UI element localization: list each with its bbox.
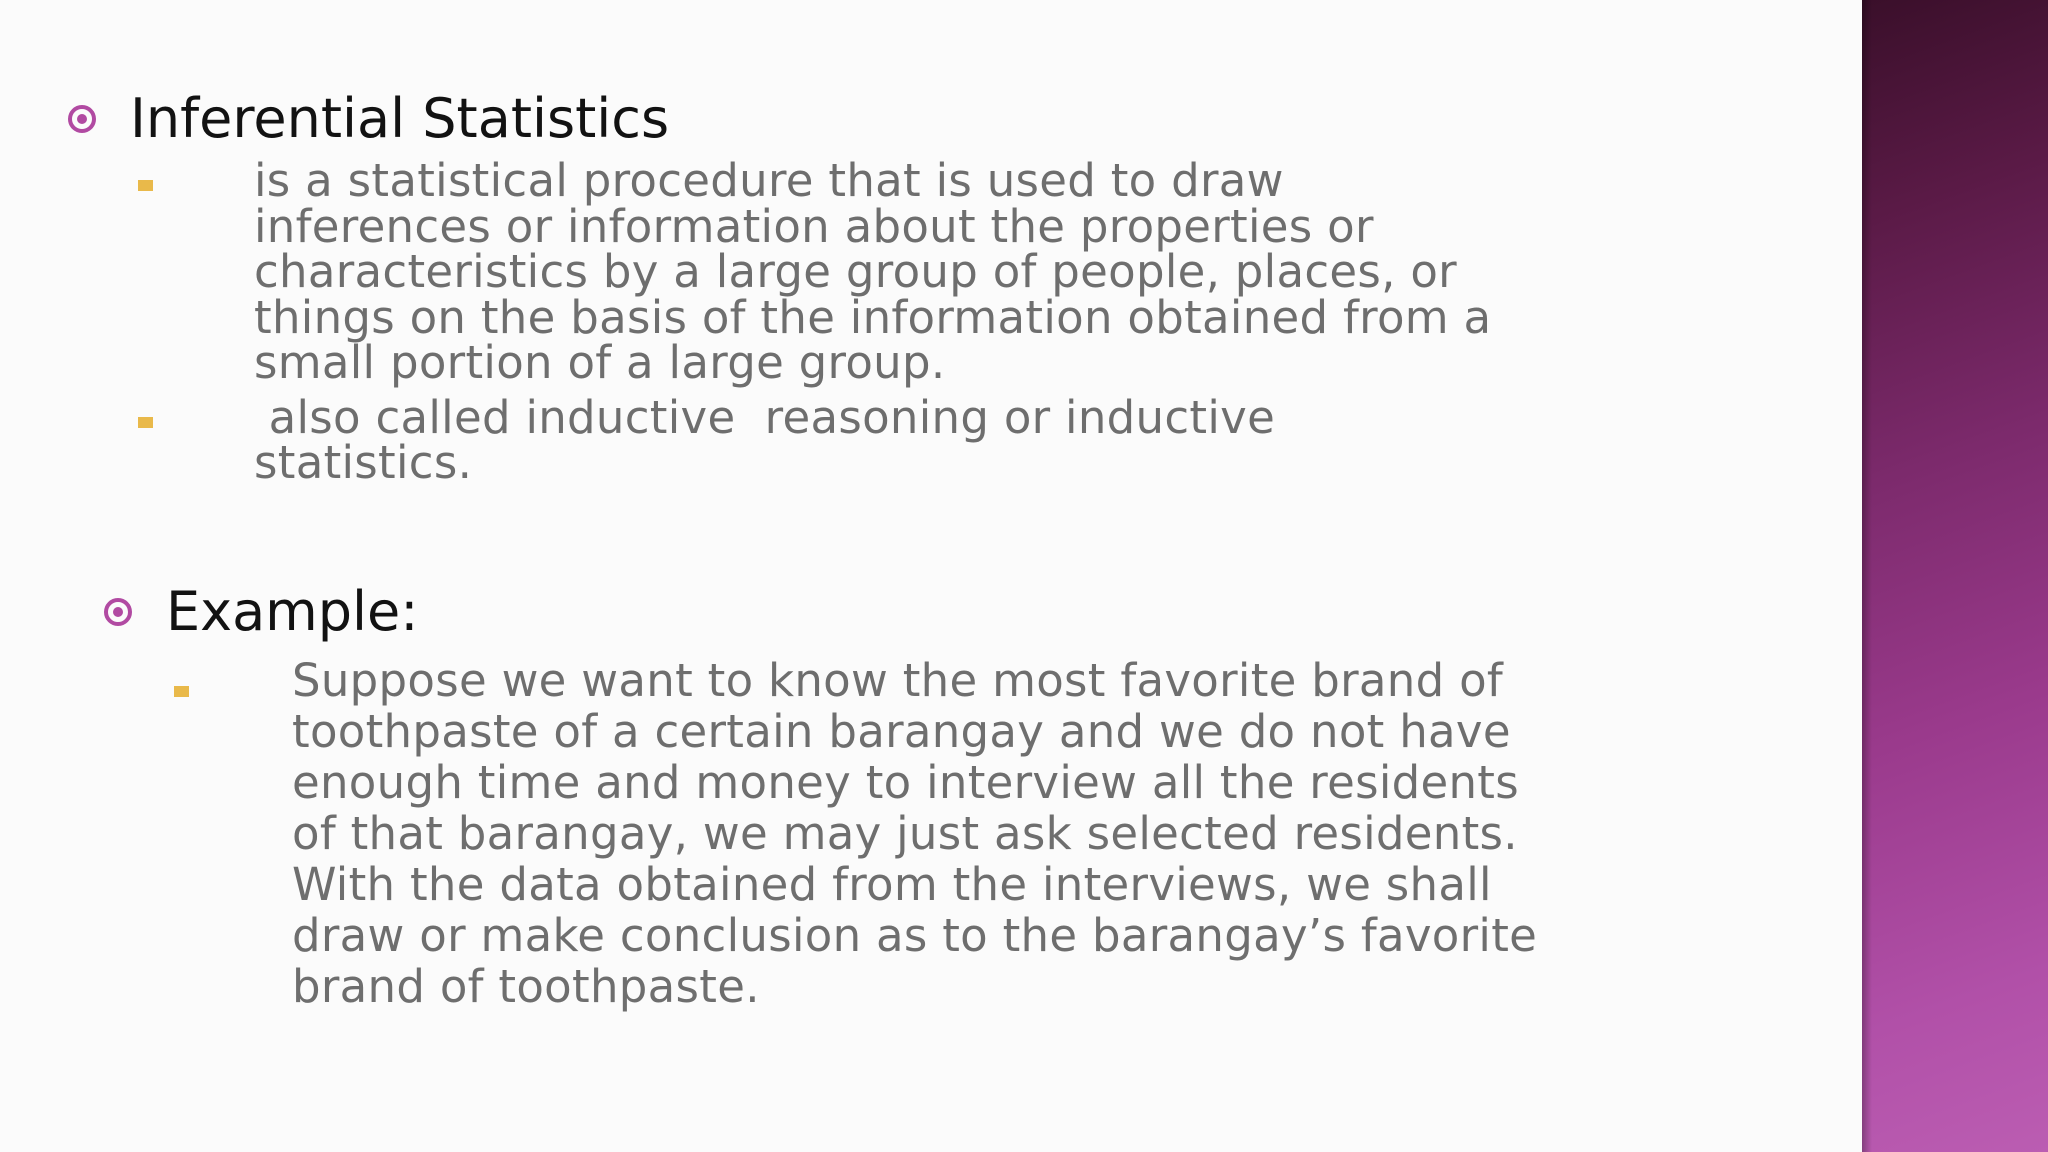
text-line: inferences or information about the properties or (254, 199, 1374, 253)
text-line: also called inductive reasoning or inductive (254, 390, 1276, 444)
target-circle-icon (104, 598, 132, 626)
section-heading: Example: (166, 580, 419, 643)
section-heading: Inferential Statistics (130, 87, 670, 150)
square-bullet-icon (138, 180, 153, 191)
text-line: of that barangay, we may just ask selected residents. (292, 807, 1518, 860)
text-line: is a statistical procedure that is used to draw (254, 154, 1284, 207)
text-line: things on the basis of the information obtained from a (254, 290, 1492, 344)
text-line: With the data obtained from the interviews, we shall (292, 858, 1492, 911)
list-item (138, 154, 1768, 389)
section-inferential-statistics (68, 84, 1768, 489)
bullet-text (292, 655, 1804, 1012)
heading-row (104, 575, 1804, 645)
text-line: brand of toothpaste. (292, 960, 760, 1013)
text-line: enough time and money to interview all the residents (292, 756, 1519, 809)
section-example (104, 575, 1804, 1012)
text-line: Suppose we want to know the most favorite brand of (292, 654, 1504, 707)
square-bullet-icon (174, 686, 189, 697)
text-line: draw or make conclusion as to the barangay’s favorite (292, 909, 1538, 962)
text-line: small portion of a large group. (254, 336, 946, 389)
list-item (174, 655, 1804, 1012)
bullet-text (254, 154, 1768, 389)
text-line: statistics. (254, 436, 473, 489)
text-line: characteristics by a large group of people, places, or (254, 245, 1457, 298)
heading-row (68, 84, 1768, 154)
square-bullet-icon (138, 417, 153, 428)
decorative-side-band (1862, 0, 2048, 1152)
bullet-text (254, 390, 1768, 489)
target-circle-icon (68, 105, 96, 133)
text-line: toothpaste of a certain barangay and we do not have (292, 705, 1511, 758)
list-item (138, 390, 1768, 489)
